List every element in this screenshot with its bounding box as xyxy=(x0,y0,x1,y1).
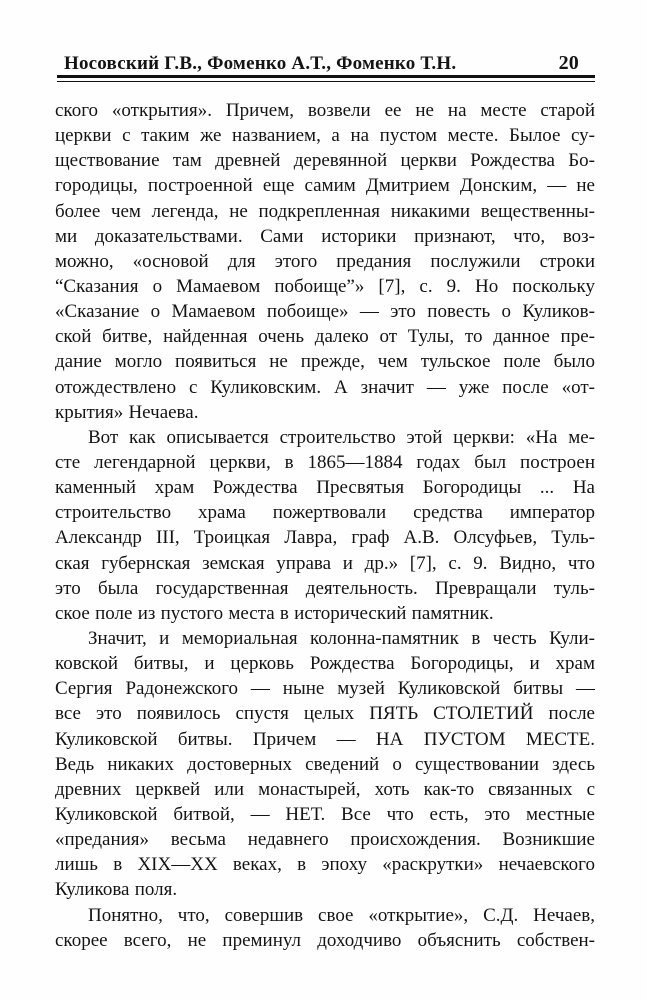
text-line: отождествлено с Куликовским. А значит — уже после «от- xyxy=(55,376,595,398)
text-line: ми доказательствами. Сами историки признают, что, воз- xyxy=(55,225,595,247)
text-line: строительство храма пожертвовали средства император xyxy=(55,502,595,524)
text-line: ществование там древней деревянной церкви Рождества Бо- xyxy=(55,150,595,172)
text-line: крытия» Нечаева. xyxy=(55,401,199,423)
text-line: все это появилось спустя целых ПЯТЬ СТОЛЕТИЙ после xyxy=(55,703,595,725)
text-line: скорее всего, не преминул доходчиво объяснить собствен- xyxy=(55,929,595,951)
text-line: Александр III, Троицкая Лавра, граф А.В. Олсуфьев, Туль- xyxy=(55,527,595,549)
text-line: “Сказания о Мамаевом побоище”» [7], с. 9. Но поскольку xyxy=(55,275,595,297)
header-double-rule xyxy=(57,75,595,82)
text-line: можно, «основой для этого предания послужили строки xyxy=(55,250,595,272)
text-line: сте легендарной церкви, в 1865—1884 годах был построен xyxy=(55,451,595,473)
text-line: Вот как описывается строительство этой церкви: «На ме- xyxy=(88,426,595,448)
text-line: ского «открытия». Причем, возвели ее не на месте старой xyxy=(55,100,595,121)
page-body xyxy=(55,98,595,953)
text-line: Куликовской битвы. Причем — НА ПУСТОМ МЕСТЕ. xyxy=(55,728,595,750)
text-line: ская губернская земская управа и др.» [7], с. 9. Видно, что xyxy=(55,552,595,574)
text-line: «Сказание о Мамаевом побоище» — это повесть о Куликов- xyxy=(55,301,595,323)
text-line: ское поле из пустого места в исторический памятник. xyxy=(55,602,494,624)
text-line: Ведь никаких достоверных сведений о существовании здесь xyxy=(55,753,595,775)
running-title: Носовский Г.В., Фоменко А.Т., Фоменко Т.Н. xyxy=(64,53,457,74)
page-number: 20 xyxy=(558,52,579,74)
text-line: каменный храм Рождества Пресвятыя Богородицы ... На xyxy=(55,477,595,499)
text-line: «предания» весьма недавнего происхождения. Возникшие xyxy=(55,829,595,851)
text-line: дание могло появиться не прежде, чем тульское поле было xyxy=(55,351,595,373)
page-header xyxy=(57,53,595,74)
text-line: церкви с таким же названием, а на пустом месте. Былое су- xyxy=(55,125,595,147)
text-line: ковской битвы, и церковь Рождества Богородицы, и храм xyxy=(55,653,595,675)
text-line: это была государственная деятельность. Превращали туль- xyxy=(55,577,595,599)
text-line: более чем легенда, не подкрепленная никакими вещественны- xyxy=(55,200,595,222)
text-line: городицы, построенной еще самим Дмитрием Донским, — не xyxy=(55,175,595,197)
text-line: лишь в XIX—XX веках, в эпоху «раскрутки» нечаевского xyxy=(55,854,595,876)
text-line: ской битве, найденная очень далеко от Тулы, то данное пре- xyxy=(55,326,595,348)
text-line: Куликовской битвой, — НЕТ. Все что есть, это местные xyxy=(55,803,595,825)
text-line: Понятно, что, совершив свое «открытие», С.Д. Нечаев, xyxy=(88,904,595,926)
text-line: древних церквей или монастырей, хоть как-то связанных с xyxy=(55,778,595,800)
text-line: Значит, и мемориальная колонна-памятник в честь Кули- xyxy=(88,627,595,649)
text-line: Куликова поля. xyxy=(55,879,178,901)
text-line: Сергия Радонежского — ныне музей Куликовской битвы — xyxy=(55,678,595,700)
